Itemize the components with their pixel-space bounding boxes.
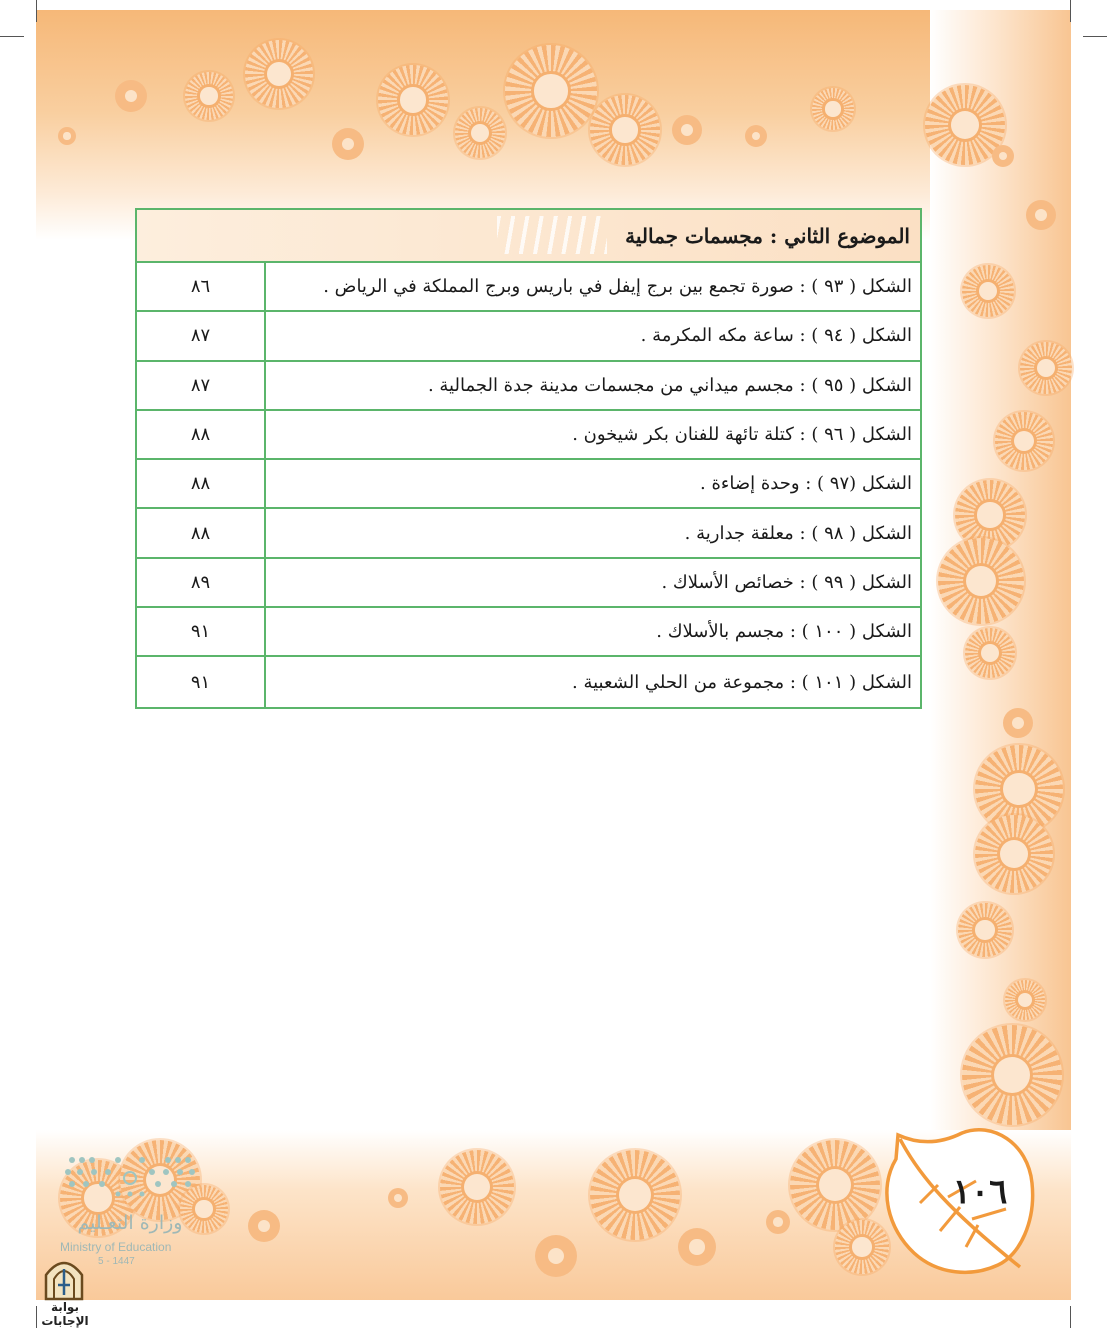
flower-ornament [975,815,1053,893]
dot-ornament [58,127,76,145]
dot-ornament [766,1210,790,1234]
figure-page-number: ٨٨ [190,473,211,495]
figure-page-number: ٩١ [190,621,211,643]
figure-page-number: ٨٩ [190,571,211,593]
flower-ornament [455,108,505,158]
dot-ornament [672,115,702,145]
figure-description: الشكل ( ١٠٠ ) : مجسم بالأسلاك . [264,608,920,655]
flower-ornament [812,88,854,130]
flower-ornament [938,538,1024,624]
ministry-name-arabic: وزارة التعـليم [77,1212,183,1234]
section-title: الموضوع الثاني : مجسمات جمالية [625,223,910,248]
header-stripes [497,216,607,254]
figure-description: الشكل ( ٩٨ ) : معلقة جدارية . [264,509,920,556]
table-row [137,312,920,361]
ministry-year: 5 - 1447 [98,1256,135,1267]
flower-ornament [378,65,448,135]
dot-ornament [745,125,767,147]
page-number: ١٠٦ [952,1172,1008,1212]
table-row [137,362,920,411]
dot-ornament [992,145,1014,167]
figure-page-number: ٨٧ [190,325,211,347]
dot-ornament [1003,708,1033,738]
flower-ornament [590,1150,680,1240]
figure-description: الشكل ( ٩٥ ) : مجسم ميداني من مجسمات مدينة جدة الجمالية . [264,362,920,409]
figure-page-number: ٨٨ [190,424,211,446]
dot-ornament [678,1228,716,1266]
table-row [137,509,920,558]
crop-mark [36,0,37,22]
table-row [137,263,920,312]
flower-ornament [958,903,1012,957]
dot-ornament [388,1188,408,1208]
flower-ornament [1005,980,1045,1020]
flower-ornament [185,72,233,120]
dot-ornament [1026,200,1056,230]
flower-ornament [962,1025,1062,1125]
ministry-dots-icon [62,1154,198,1198]
crop-mark [1070,0,1071,22]
watermark-text: بوابة الإجابات [41,1300,89,1328]
figures-table [135,208,922,709]
figure-description: الشكل ( ١٠١ ) : مجموعة من الحلي الشعبية . [264,657,920,706]
dot-ornament [332,128,364,160]
crop-mark [1070,1306,1071,1328]
flower-ornament [505,45,597,137]
crop-mark [0,36,24,37]
flower-ornament [965,628,1015,678]
figure-description: الشكل ( ٩٤ ) : ساعة مكه المكرمة . [264,312,920,359]
table-row [137,559,920,608]
flower-ornament [1020,342,1072,394]
figure-page-number: ٨٧ [190,374,211,396]
portal-logo-icon [40,1255,88,1301]
table-body [137,263,920,707]
figure-page-number: ٨٨ [190,522,211,544]
figure-description: الشكل (٩٧ ) : وحدة إضاءة . [264,460,920,507]
dot-ornament [248,1210,280,1242]
figure-description: الشكل ( ٩٩ ) : خصائص الأسلاك . [264,559,920,606]
flower-ornament [440,1150,514,1224]
table-row [137,657,920,706]
table-row [137,411,920,460]
figure-description: الشكل ( ٩٣ ) : صورة تجمع بين برج إيفل في باريس وبرج المملكة في الرياض . [264,263,920,310]
dot-ornament [115,80,147,112]
crop-mark [1083,36,1107,37]
flower-ornament [790,1140,880,1230]
figure-description: الشكل ( ٩٦ ) : كتلة تائهة للفنان بكر شيخون . [264,411,920,458]
flower-ornament [995,412,1053,470]
ministry-name-english: Ministry of Education [60,1240,172,1254]
figure-page-number: ٨٦ [190,276,211,298]
flower-ornament [590,95,660,165]
table-row [137,608,920,657]
figure-page-number: ٩١ [190,671,211,693]
dot-ornament [535,1235,577,1277]
flower-ornament [962,265,1014,317]
flower-ornament [245,40,313,108]
table-row [137,460,920,509]
table-header [137,210,920,263]
